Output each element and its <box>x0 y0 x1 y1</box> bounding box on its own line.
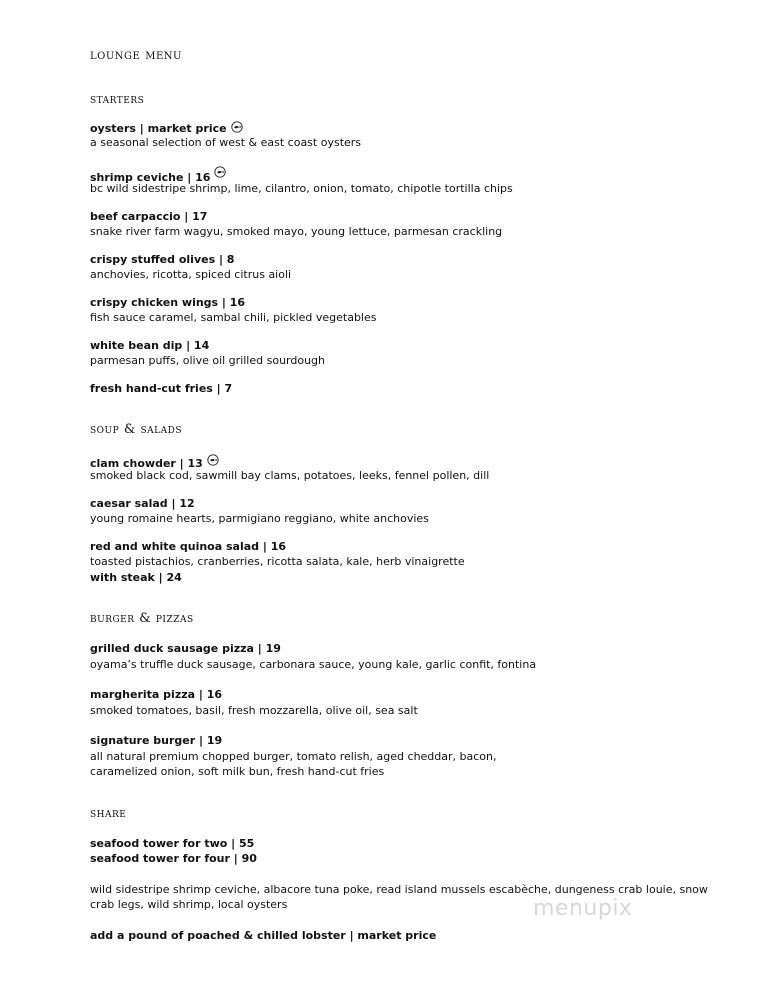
menu-item-name: signature burger | 19 <box>90 734 223 747</box>
menu-item-description: smoked tomatoes, basil, fresh mozzarella, olive oil, sea salt <box>90 704 418 717</box>
section-heading-starters: starters <box>90 92 145 107</box>
menu-item-description: all natural premium chopped burger, tomato relish, aged cheddar, bacon, <box>90 750 497 763</box>
menu-item-name: white bean dip | 14 <box>90 339 210 352</box>
menu-item-name: oysters | market price <box>90 121 243 135</box>
sustainable-seafood-icon <box>214 166 226 178</box>
section-heading-soup-salads: soup & salads <box>90 422 183 437</box>
menu-item-name: grilled duck sausage pizza | 19 <box>90 642 281 655</box>
menu-item-description: anchovies, ricotta, spiced citrus aioli <box>90 268 292 281</box>
menu-item-name: beef carpaccio | 17 <box>90 210 208 223</box>
sustainable-seafood-icon <box>231 121 243 133</box>
menu-item-name: crispy stuffed olives | 8 <box>90 253 235 266</box>
menu-item-name: seafood tower for four | 90 <box>90 852 257 865</box>
menu-item-addon: add a pound of poached & chilled lobster | market price <box>90 929 437 942</box>
menu-item-name: clam chowder | 13 <box>90 454 219 470</box>
watermark-logo: menupix <box>533 896 633 921</box>
sustainable-seafood-icon <box>207 454 219 466</box>
menu-item-extra: with steak | 24 <box>90 571 182 584</box>
menu-item-name: red and white quinoa salad | 16 <box>90 540 286 553</box>
menu-item-description: oyama’s truffle duck sausage, carbonara sauce, young kale, garlic confit, fontina <box>90 658 537 671</box>
menu-item-name: fresh hand-cut fries | 7 <box>90 382 233 395</box>
section-heading-share: share <box>90 806 127 821</box>
section-heading-burger-pizzas: burger & pizzas <box>90 611 194 626</box>
menu-item-description: toasted pistachios, cranberries, ricotta salata, kale, herb vinaigrette <box>90 555 465 568</box>
menu-item-description: caramelized onion, soft milk bun, fresh hand-cut fries <box>90 765 385 778</box>
menu-item-description: young romaine hearts, parmigiano reggiano, white anchovies <box>90 512 429 525</box>
menu-item-description: parmesan puffs, olive oil grilled sourdough <box>90 354 326 367</box>
menu-item-description: smoked black cod, sawmill bay clams, potatoes, leeks, fennel pollen, dill <box>90 469 490 482</box>
menu-item-name: crispy chicken wings | 16 <box>90 296 246 309</box>
menu-item-name: margherita pizza | 16 <box>90 688 223 701</box>
menu-item-description: wild sidestripe shrimp ceviche, albacore tuna poke, read island mussels escabèche, dungeness crab louie, snow <box>90 883 708 896</box>
menu-title: lounge menu <box>90 47 182 63</box>
menu-item-name: caesar salad | 12 <box>90 497 195 510</box>
menu-item-description: snake river farm wagyu, smoked mayo, young lettuce, parmesan crackling <box>90 225 503 238</box>
menu-item-description: a seasonal selection of west & east coast oysters <box>90 136 362 149</box>
menu-item-description: bc wild sidestripe shrimp, lime, cilantro, onion, tomato, chipotle tortilla chips <box>90 182 513 195</box>
menu-item-description: fish sauce caramel, sambal chili, pickled vegetables <box>90 311 377 324</box>
menu-item-name: shrimp ceviche | 16 <box>90 166 226 184</box>
menu-item-description: crab legs, wild shrimp, local oysters <box>90 898 288 911</box>
menu-item-name: seafood tower for two | 55 <box>90 837 255 850</box>
